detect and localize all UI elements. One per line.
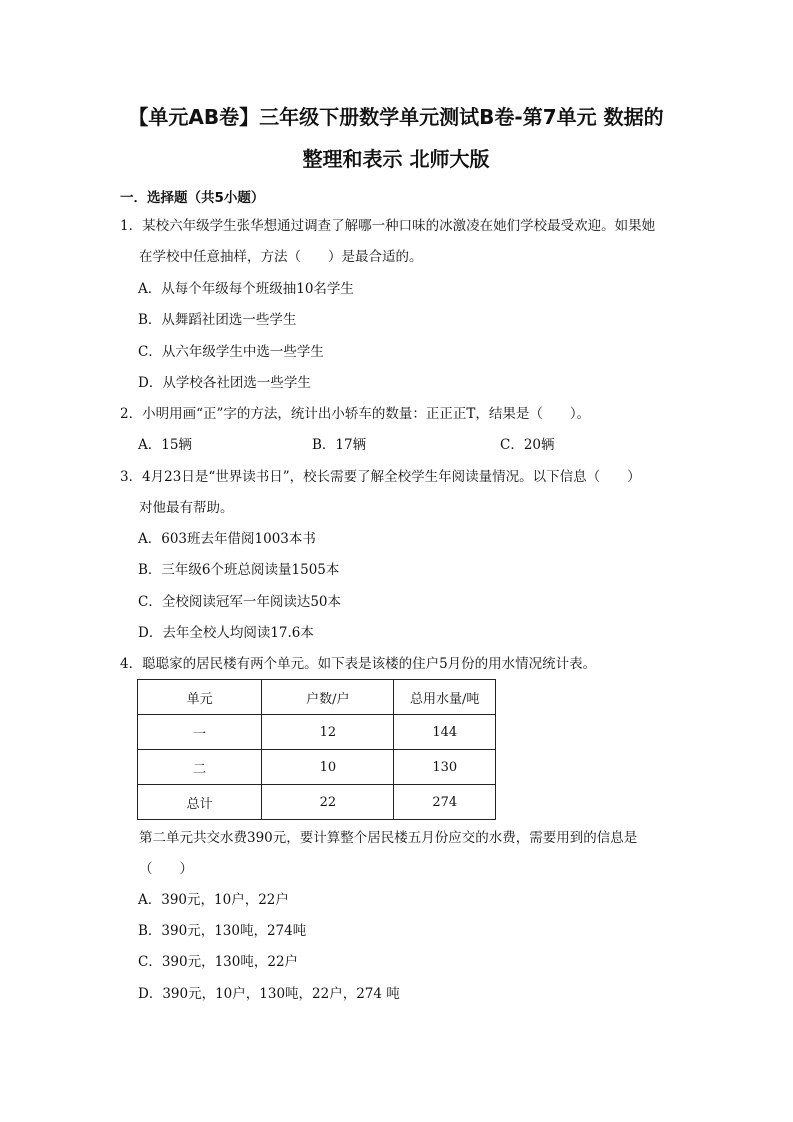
question-3-option-d: D．去年全校人均阅读17.6本 <box>138 625 314 641</box>
question-4-option-a: A．390元，10户，22户 <box>138 892 289 908</box>
table-cell: 144 <box>394 715 496 750</box>
table-cell: 274 <box>394 785 496 820</box>
question-1-option-a: A．从每个年级每个班级抽10名学生 <box>138 281 354 297</box>
question-3-option-c: C．全校阅读冠军一年阅读达50本 <box>138 594 342 610</box>
question-3-option-b: B．三年级6个班总阅读量1505本 <box>138 562 340 578</box>
question-1-option-b: B．从舞蹈社团选一些学生 <box>138 312 297 328</box>
question-1-line-2: 在学校中任意抽样，方法（ ）是最合适的。 <box>139 249 423 265</box>
question-2-option-c: C．20辆 <box>500 437 555 453</box>
section-heading: 一．选择题（共5小题） <box>120 190 265 206</box>
question-4-option-d: D．390元，10户，130吨，22户，274 吨 <box>138 986 400 1002</box>
table-cell: 22 <box>262 785 394 820</box>
table-row <box>138 785 496 820</box>
question-4-option-b: B．390元，130吨，274吨 <box>138 923 307 939</box>
question-1-line-1: 1．某校六年级学生张华想通过调查了解哪一种口味的冰激凌在她们学校最受欢迎。如果她 <box>120 218 656 234</box>
table-row <box>138 750 496 785</box>
table-header-cell: 总用水量/吨 <box>394 680 496 715</box>
question-4-after-line-1: 第二单元共交水费390元，要计算整个居民楼五月份应交的水费，需要用到的信息是 <box>139 830 638 846</box>
document-title-line-2: 整理和表示 北师大版 <box>302 147 490 171</box>
table-cell: 总计 <box>138 785 262 820</box>
table-cell: 一 <box>138 715 262 750</box>
question-2-option-a: A．15辆 <box>138 437 192 453</box>
question-1-option-c: C．从六年级学生中选一些学生 <box>138 344 324 360</box>
table-header-row <box>138 680 496 715</box>
question-2-option-b: B．17辆 <box>312 437 367 453</box>
table-header-cell: 户数/户 <box>262 680 394 715</box>
question-4-line-1: 4．聪聪家的居民楼有两个单元。如下表是该楼的住户5月份的用水情况统计表。 <box>120 656 597 672</box>
table-row <box>138 715 496 750</box>
table-cell: 12 <box>262 715 394 750</box>
document-title-line-1: 【单元AB卷】三年级下册数学单元测试B卷-第7单元 数据的 <box>128 105 664 129</box>
table-cell: 10 <box>262 750 394 785</box>
question-4-after-line-2: （ ） <box>139 861 193 877</box>
question-1-option-d: D．从学校各社团选一些学生 <box>138 375 311 391</box>
question-2-line-1: 2．小明用画“正”字的方法，统计出小轿车的数量：正正正T，结果是（ ）。 <box>120 406 591 422</box>
table-cell: 130 <box>394 750 496 785</box>
table-cell: 二 <box>138 750 262 785</box>
water-usage-table <box>137 679 496 820</box>
question-3-option-a: A．603班去年借阅1003本书 <box>138 531 316 547</box>
table-header-cell: 单元 <box>138 680 262 715</box>
question-3-line-1: 3．4月23日是“世界读书日”，校长需要了解全校学生年阅读量情况。以下信息（ ） <box>120 469 641 485</box>
question-4-option-c: C．390元，130吨，22户 <box>138 954 299 970</box>
question-3-line-2: 对他最有帮助。 <box>139 500 234 516</box>
